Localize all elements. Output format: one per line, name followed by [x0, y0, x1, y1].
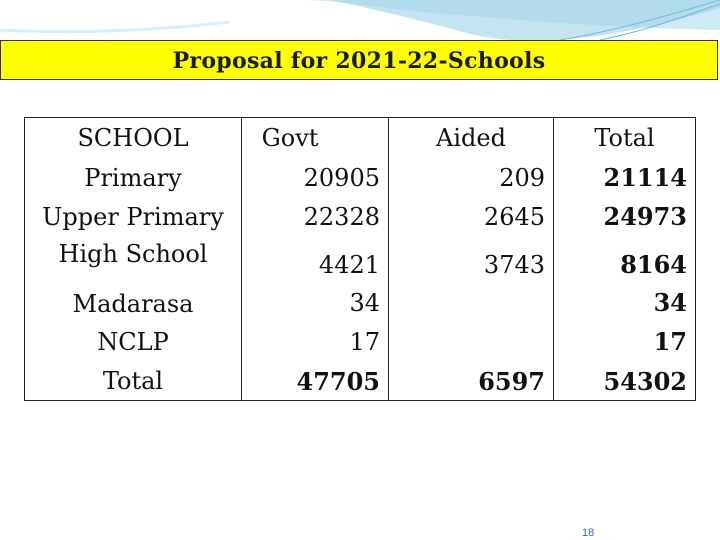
total-cell: 24973 [603, 202, 687, 231]
header-govt: Govt [261, 124, 319, 152]
header-school: SCHOOL [77, 124, 189, 152]
schools-table [24, 117, 696, 401]
total-cell: 21114 [603, 163, 687, 192]
title-bar [0, 40, 718, 80]
govt-total-cell: 47705 [296, 367, 380, 396]
aided-column [388, 117, 554, 401]
header-total: Total [594, 124, 655, 152]
total-cell: 17 [653, 327, 687, 356]
slide-title: Proposal for 2021-22-Schools [172, 48, 546, 74]
total-cell: 8164 [620, 250, 687, 279]
school-cell: NCLP [97, 328, 169, 356]
govt-column [241, 117, 389, 401]
govt-cell: 34 [349, 289, 380, 317]
govt-cell: 22328 [303, 203, 380, 231]
school-cell: Madarasa [72, 290, 194, 318]
govt-cell: 20905 [303, 164, 380, 192]
aided-cell: 3743 [483, 251, 545, 279]
header-aided: Aided [436, 124, 506, 152]
school-cell: Upper Primary [42, 203, 224, 231]
school-cell: Primary [84, 164, 182, 192]
school-cell: High School [58, 240, 208, 268]
school-cell: Total [102, 367, 164, 395]
aided-cell: 209 [499, 164, 545, 192]
school-column [24, 117, 242, 401]
aided-total-cell: 6597 [478, 367, 545, 396]
total-column [553, 117, 696, 401]
total-cell: 34 [653, 288, 687, 317]
aided-cell: 2645 [483, 203, 545, 231]
govt-cell: 17 [349, 328, 380, 356]
grand-total-cell: 54302 [603, 367, 687, 396]
govt-cell: 4421 [318, 251, 380, 279]
page-number: 18 [582, 527, 595, 539]
